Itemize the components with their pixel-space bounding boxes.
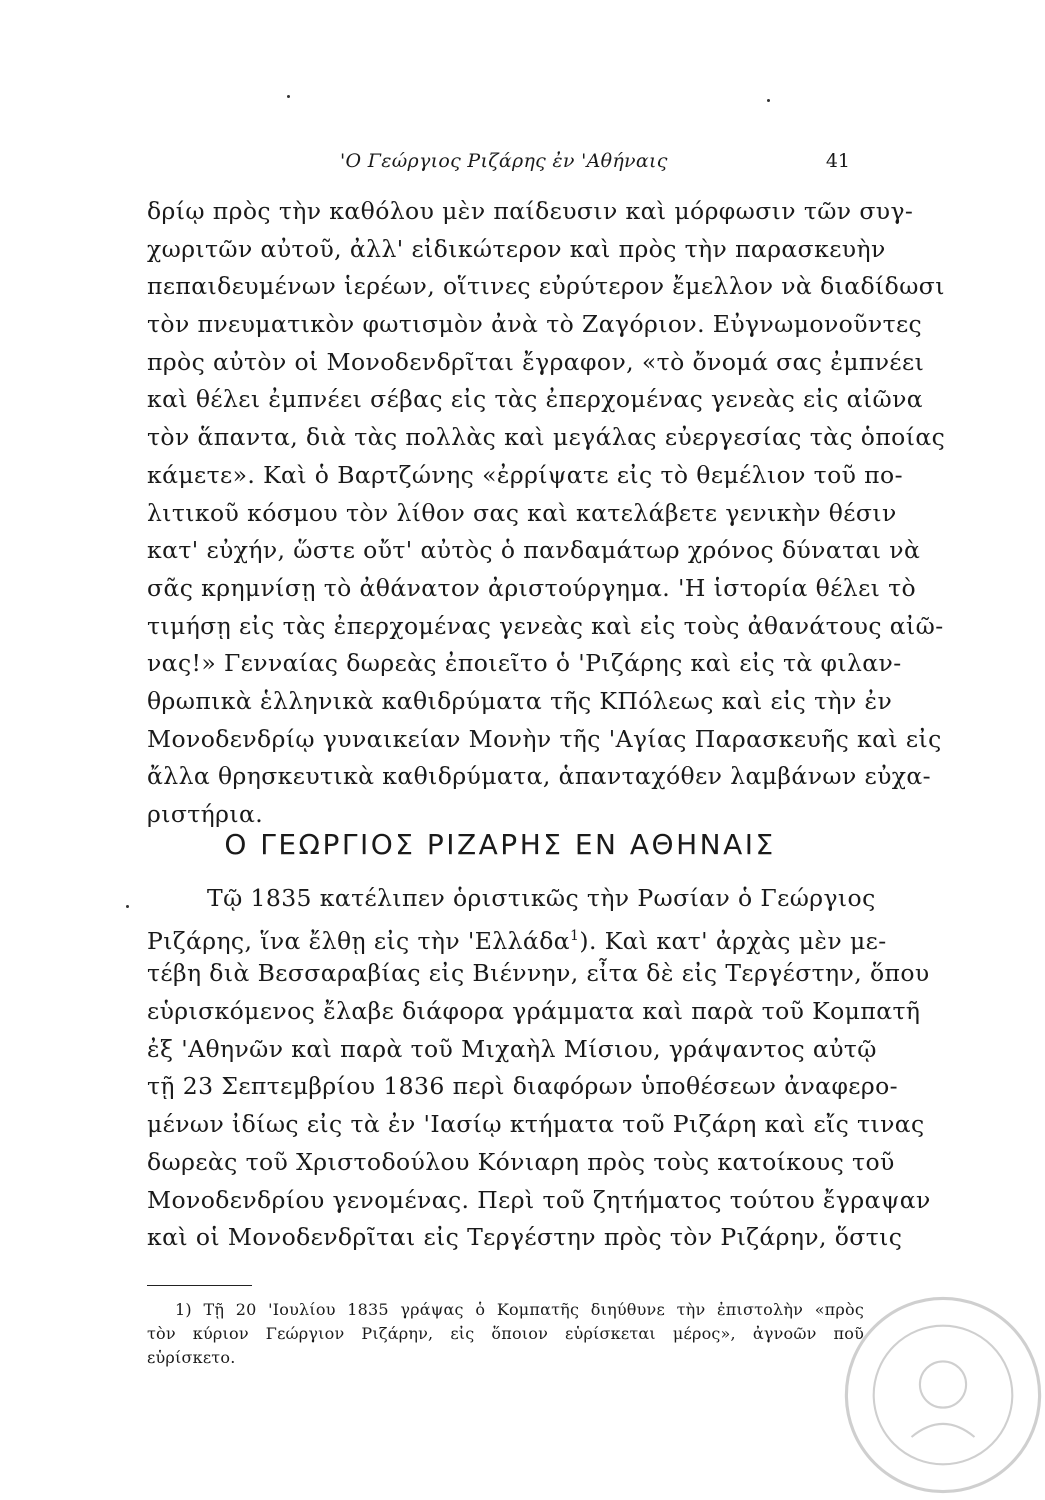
- page-number: 41: [825, 150, 850, 172]
- footnote-ref: 1: [570, 927, 580, 944]
- footnote-line: 1) Τῇ 20 'Ιουλίου 1835 γράψας ὁ Κομπατῆς διηύθυνε τὴν ἐπιστολὴν «πρὸς: [175, 1300, 864, 1319]
- text-line: τὸν πνευματικὸν φωτισμὸν ἀνὰ τὸ Ζαγόριον. Εὐγνωμονοῦντες: [147, 310, 923, 339]
- page-header: [145, 150, 850, 180]
- text-line: πρὸς αὐτὸν οἱ Μονοδενδρῖται ἔγραφον, «τὸ ὄνομά σας ἐμπνέει: [147, 347, 925, 376]
- text-line: τὸν ἅπαντα, διὰ τὰς πολλὰς καὶ μεγάλας εὐεργεσίας τὰς ὁποίας: [147, 423, 946, 452]
- section-heading: Ο ΓΕΩΡΓΙΟΣ ΡΙΖΑΡΗΣ ΕΝ ΑΘΗΝΑΙΣ: [224, 828, 776, 861]
- text-line: σᾶς κρημνίσῃ τὸ ἀθάνατον ἀριστούργημα. 'Η ἱστορία θέλει τὸ: [147, 573, 917, 602]
- text-line: δρίῳ πρὸς τὴν καθόλου μὲν παίδευσιν καὶ μόρφωσιν τῶν συγ-: [147, 197, 914, 225]
- paragraph-1: [147, 193, 946, 834]
- text-line: νας!» Γενναίας δωρεὰς ἐποιεῖτο ὁ 'Ριζάρης καὶ εἰς τὰ φιλαν-: [147, 649, 902, 678]
- print-speck: [126, 905, 129, 908]
- footnote-line: εὑρίσκετο.: [147, 1348, 236, 1367]
- text-line: δωρεὰς τοῦ Χριστοδούλου Κόνιαρη πρὸς τοὺς κατοίκους τοῦ: [147, 1147, 895, 1176]
- text-line: λιτικοῦ κόσμου τὸν λίθον σας καὶ κατελάβετε γενικὴν θέσιν: [147, 498, 897, 527]
- text-line: κατ' εὐχήν, ὥστε οὔτ' αὐτὸς ὁ πανδαμάτωρ χρόνος δύναται νὰ: [147, 536, 921, 565]
- footnote-line: τὸν κύριον Γεώργιον Ριζάρην, εἰς ὅποιον εὑρίσκεται μέρος», ἀγνοῶν ποῦ: [147, 1324, 864, 1343]
- text-line: Μονοδενδρίῳ γυναικείαν Μονὴν τῆς 'Αγίας Παρασκευῆς καὶ εἰς: [147, 724, 942, 753]
- text-line: ἄλλα θρησκευτικὰ καθιδρύματα, ἁπανταχόθεν λαμβάνων εὐχα-: [147, 762, 932, 791]
- text-fragment: ). Καὶ κατ' ἀρχὰς μὲν με-: [579, 926, 887, 955]
- text-line: χωριτῶν αὐτοῦ, ἀλλ' εἰδικώτερον καὶ πρὸς τὴν παρασκευὴν: [147, 234, 886, 263]
- footnote-divider: [147, 1285, 252, 1286]
- print-speck: [767, 99, 770, 102]
- text-line: τιμήσῃ εἰς τὰς ἐπερχομένας γενεὰς καὶ εἰς τοὺς ἀθανάτους αἰῶ-: [147, 611, 944, 640]
- footnote: [147, 1298, 864, 1370]
- text-line: καὶ θέλει ἐμπνέει σέβας εἰς τὰς ἐπερχομένας γενεὰς εἰς αἰῶνα: [147, 385, 924, 414]
- text-line: μένων ἰδίως εἰς τὰ ἐν 'Ιασίῳ κτήματα τοῦ Ριζάρη καὶ εἴς τινας: [147, 1110, 925, 1139]
- print-speck: [287, 95, 290, 98]
- text-line: εὑρισκόμενος ἔλαβε διάφορα γράμματα καὶ παρὰ τοῦ Κομπατῆ: [147, 997, 921, 1026]
- text-line: τέβη διὰ Βεσσαραβίας εἰς Βιέννην, εἶτα δὲ εἰς Τεργέστην, ὅπου: [147, 959, 930, 988]
- library-stamp: [838, 1290, 1045, 1500]
- running-title: 'Ο Γεώργιος Ριζάρης ἐν 'Αθήναις: [340, 150, 668, 172]
- text-line: ριστήρια.: [147, 800, 264, 828]
- text-line: Μονοδενδρίου γενομένας. Περὶ τοῦ ζητήματος τούτου ἔγραψαν: [147, 1185, 931, 1214]
- text-line: ἐξ 'Αθηνῶν καὶ παρὰ τοῦ Μιχαὴλ Μίσιου, γράψαντος αὐτῷ: [147, 1034, 877, 1063]
- text-line: Τῷ 1835 κατέλιπεν ὁριστικῶς τὴν Ρωσίαν ὁ Γεώργιος: [207, 884, 876, 912]
- text-fragment: Ριζάρης, ἵνα ἔλθῃ εἰς τὴν 'Ελλάδα: [147, 926, 571, 955]
- text-line: κάμετε». Καὶ ὁ Βαρτζώνης «ἐρρίψατε εἰς τὸ θεμέλιον τοῦ πο-: [147, 460, 903, 489]
- text-line: θρωπικὰ ἑλληνικὰ καθιδρύματα τῆς ΚΠόλεως καὶ εἰς τὴν ἐν: [147, 686, 893, 715]
- text-line: τῇ 23 Σεπτεμβρίου 1836 περὶ διαφόρων ὑποθέσεων ἀναφερο-: [147, 1072, 898, 1101]
- text-line: πεπαιδευμένων ἱερέων, οἵτινες εὐρύτερον ἔμελλον νὰ διαδίδωσι: [147, 272, 945, 301]
- paragraph-2: [147, 880, 931, 1257]
- text-line: [147, 918, 887, 956]
- text-line: καὶ οἱ Μονοδενδρῖται εἰς Τεργέστην πρὸς τὸν Ριζάρην, ὅστις: [147, 1223, 903, 1252]
